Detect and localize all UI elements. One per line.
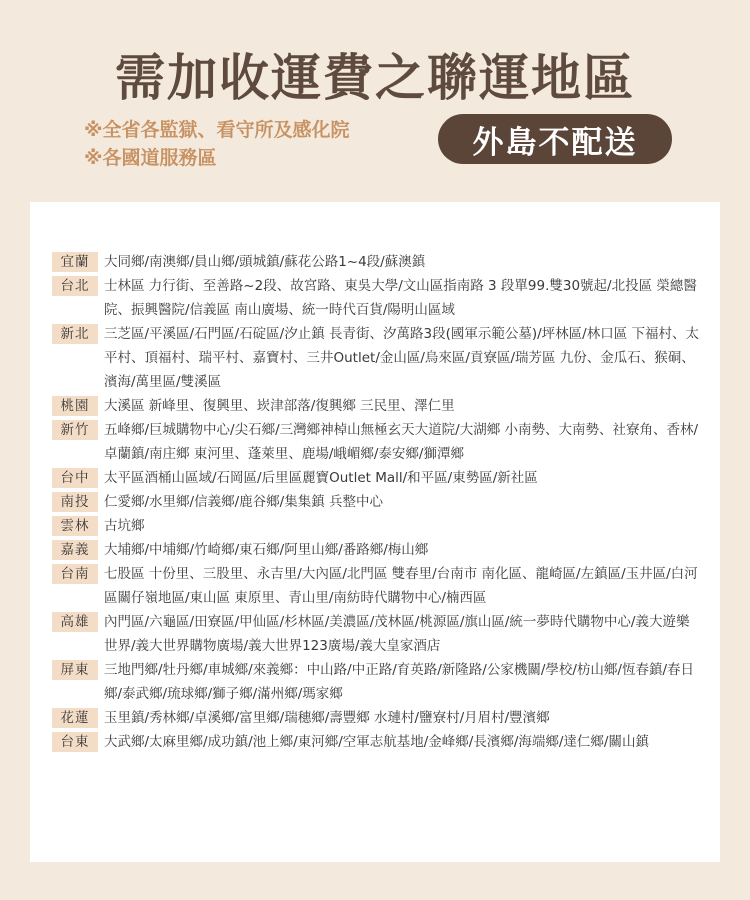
region-name: 桃園 [52,396,98,416]
region-list [52,250,702,754]
region-row [52,250,702,274]
region-areas: 大同鄉/南澳鄉/員山鄉/頭城鎮/蘇花公路1~4段/蘇澳鎮 [104,254,426,270]
region-name: 南投 [52,492,98,512]
region-areas: 三芝區/平溪區/石門區/石碇區/汐止鎮 長青街、汐萬路3段(國軍示範公墓)/坪林區/林口區 下福村、太平村、頂福村、瑞平村、嘉寶村、三井Outlet/金山區/烏來區/貢寮區/瑞芳區 九份、金瓜石、猴硐、濱海/萬里區/雙溪區 [104,326,699,390]
region-row [52,562,702,610]
region-name: 宜蘭 [52,252,98,272]
region-areas: 大武鄉/太麻里鄉/成功鎮/池上鄉/東河鄉/空軍志航基地/金峰鄉/長濱鄉/海端鄉/達仁鄉/關山鎮 [104,734,649,750]
region-name: 花蓮 [52,708,98,728]
region-areas: 內門區/六龜區/田寮區/甲仙區/杉林區/美濃區/茂林區/桃源區/旗山區/統一夢時代購物中心/義大遊樂世界/義大世界購物廣場/義大世界123廣場/義大皇家酒店 [104,614,690,654]
region-areas: 七股區 十份里、三股里、永吉里/大內區/北門區 雙春里/台南市 南化區、龍崎區/左鎮區/玉井區/白河區關仔嶺地區/東山區 東原里、青山里/南紡時代購物中心/楠西區 [104,566,698,606]
region-name: 嘉義 [52,540,98,560]
notes [84,116,349,172]
region-areas: 大埔鄉/中埔鄉/竹崎鄉/東石鄉/阿里山鄉/番路鄉/梅山鄉 [104,542,429,558]
region-row [52,418,702,466]
region-name: 高雄 [52,612,98,632]
region-row [52,610,702,658]
region-name: 台東 [52,732,98,752]
region-row [52,466,702,490]
region-name: 新竹 [52,420,98,440]
region-areas: 仁愛鄉/水里鄉/信義鄉/鹿谷鄉/集集鎮 兵整中心 [104,494,383,510]
region-areas: 五峰鄉/巨城購物中心/尖石鄉/三灣鄉神棹山無極玄天大道院/大湖鄉 小南勢、大南勢、社寮角、香林/卓蘭鎮/南庄鄉 東河里、蓬萊里、鹿場/峨嵋鄉/泰安鄉/獅潭鄉 [104,422,699,462]
note-highway-service-areas: ※各國道服務區 [84,147,217,169]
region-row [52,706,702,730]
region-name: 台中 [52,468,98,488]
note-prisons: ※全省各監獄、看守所及感化院 [84,119,350,141]
region-areas: 太平區酒桶山區域/石岡區/后里區麗寶Outlet Mall/和平區/東勢區/新社區 [104,470,538,486]
region-name: 雲林 [52,516,98,536]
region-areas: 大溪區 新峰里、復興里、崁津部落/復興鄉 三民里、澤仁里 [104,398,455,414]
page-title: 需加收運費之聯運地區 [115,49,635,107]
region-row [52,658,702,706]
region-areas: 玉里鎮/秀林鄉/卓溪鄉/富里鄉/瑞穗鄉/壽豐鄉 水璉村/鹽寮村/月眉村/豐濱鄉 [104,710,550,726]
region-row [52,322,702,394]
region-name: 新北 [52,324,98,344]
region-name: 台南 [52,564,98,584]
region-row [52,730,702,754]
region-areas: 三地門鄉/牡丹鄉/車城鄉/來義鄉：中山路/中正路/育英路/新隆路/公家機關/學校/枋山鄉/恆春鎮/春日鄉/泰武鄉/琉球鄉/獅子鄉/滿州鄉/瑪家鄉 [104,662,695,702]
region-row [52,394,702,418]
region-row [52,274,702,322]
region-name: 台北 [52,276,98,296]
region-row [52,490,702,514]
region-areas: 士林區 力行街、至善路~2段、故宮路、東吳大學/文山區指南路 3 段單99.雙30號起/北投區 榮總醫院、振興醫院/信義區 南山廣場、統一時代百貨/陽明山區域 [104,278,697,318]
region-areas: 古坑鄉 [104,518,145,534]
region-name: 屏東 [52,660,98,680]
region-row [52,538,702,562]
outer-islands-badge: 外島不配送 [438,114,672,164]
region-row [52,514,702,538]
region-card [30,202,720,862]
